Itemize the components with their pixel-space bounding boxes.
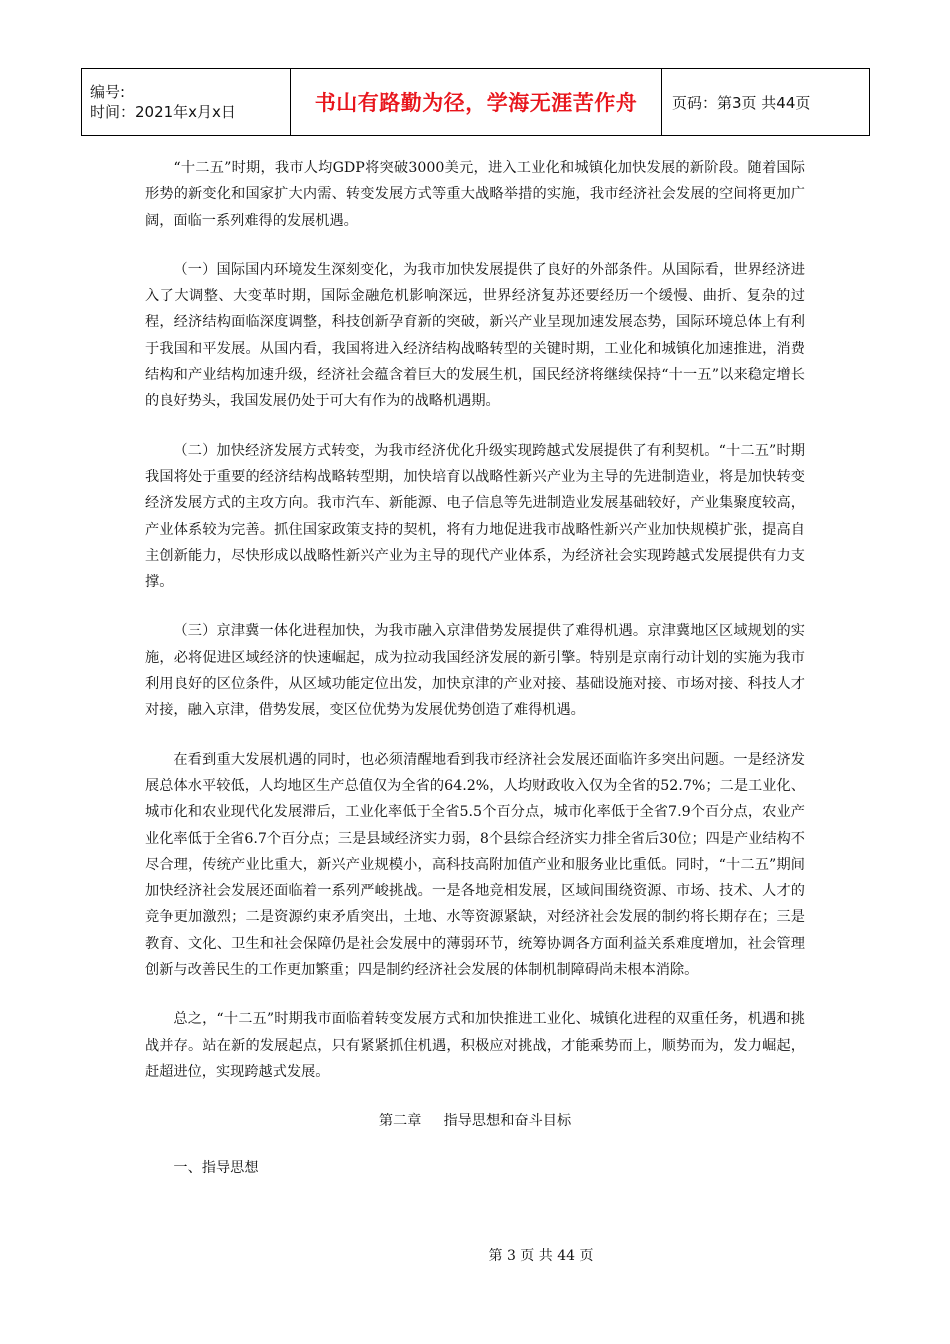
header-table (81, 68, 870, 136)
chapter-number: 第二章 (378, 1113, 422, 1130)
body-paragraph: （二）加快经济发展方式转变，为我市经济优化升级实现跨越式发展提供了有利契机。“十二五”时期我国将处于重要的经济结构战略转型期，加快培育以战略性新兴产业为主导的先进制造业，将是加快转变经济发展方式的主攻方向。我市汽车、新能源、电子信息等先进制造业发展基础较好，产业集聚度较高，产业体系较为完善。抓住国家政策支持的契机，将有力地促进我市战略性新兴产业加快规模扩张，提高自主创新能力，尽快形成以战略性新兴产业为主导的现代产业体系，为经济社会实现跨越式发展提供有力支撑。 (145, 442, 805, 591)
body-paragraph: 总之，“十二五”时期我市面临着转变发展方式和加快推进工业化、城镇化进程的双重任务，机遇和挑战并存。站在新的发展起点，只有紧紧抓住机遇，积极应对挑战，才能乘势而上，顺势而为，发力崛起，赶超进位，实现跨越式发展。 (145, 1011, 805, 1080)
body-paragraph: 在看到重大发展机遇的同时，也必须清醒地看到我市经济社会发展还面临许多突出问题。一是经济发展总体水平较低，人均地区生产总值仅为全省的64.2%，人均财政收入仅为全省的52.7%；二是工业化、城市化和农业现代化发展滞后，工业化率低于全省5.5个百分点，城市化率低于全省7.9个百分点，农业产业化率低于全省6.7个百分点；三是县域经济实力弱，8个县综合经济实力排全省后30位；四是产业结构不尽合理，传统产业比重大，新兴产业规模小，高科技高附加值产业和服务业比重低。同时，“十二五”期间加快经济社会发展还面临着一系列严峻挑战。一是各地竞相发展，区域间围绕资源、市场、技术、人才的竞争更加激烈；二是资源约束矛盾突出，土地、水等资源紧缺，对经济社会发展的制约将长期存在；三是教育、文化、卫生和社会保障仍是社会发展中的薄弱环节，统筹协调各方面利益关系难度增加，社会管理创新与改善民生的工作更加繁重；四是制约经济社会发展的体制机制障碍尚未根本消除。 (145, 751, 805, 979)
document-time-label: 时间：2021年x月x日 (90, 103, 236, 121)
chapter-title: 指导思想和奋斗目标 (443, 1113, 572, 1130)
document-body (145, 155, 805, 1181)
document-number-label: 编号: (90, 83, 126, 101)
header-motto: 书山有路勤为径，学海无涯苦作舟 (291, 69, 662, 136)
chapter-heading (145, 1108, 805, 1134)
body-paragraph: “十二五”时期，我市人均GDP将突破3000美元，进入工业化和城镇化加快发展的新阶段。随着国际形势的新变化和国家扩大内需、转变发展方式等重大战略举措的实施，我市经济社会发展的空间将更加广阔，面临一系列难得的发展机遇。 (145, 160, 805, 229)
page-footer: 第 3 页 共 44 页 (488, 1248, 594, 1264)
header-page-label: 页码：第3页 共44页 (662, 69, 870, 136)
section-heading: 一、指导思想 (173, 1159, 259, 1176)
header-meta-cell (82, 69, 291, 136)
body-paragraph: （三）京津冀一体化进程加快，为我市融入京津借势发展提供了难得机遇。京津冀地区区域规划的实施，必将促进区域经济的快速崛起，成为拉动我国经济发展的新引擎。特别是京南行动计划的实施为我市利用良好的区位条件，从区域功能定位出发，加快京津的产业对接、基础设施对接、市场对接、科技人才对接，融入京津，借势发展，变区位优势为发展优势创造了难得机遇。 (145, 623, 805, 719)
body-paragraph: （一）国际国内环境发生深刻变化，为我市加快发展提供了良好的外部条件。从国际看，世界经济进入了大调整、大变革时期，国际金融危机影响深远，世界经济复苏还要经历一个缓慢、曲折、复杂的过程，经济结构面临深度调整，科技创新孕育新的突破，新兴产业呈现加速发展态势，国际环境总体上有利于我国和平发展。从国内看，我国将进入经济结构战略转型的关键时期，工业化和城镇化加速推进，消费结构和产业结构加速升级，经济社会蕴含着巨大的发展生机，国民经济将继续保持“十一五”以来稳定增长的良好势头，我国发展仍处于可大有作为的战略机遇期。 (145, 261, 805, 410)
